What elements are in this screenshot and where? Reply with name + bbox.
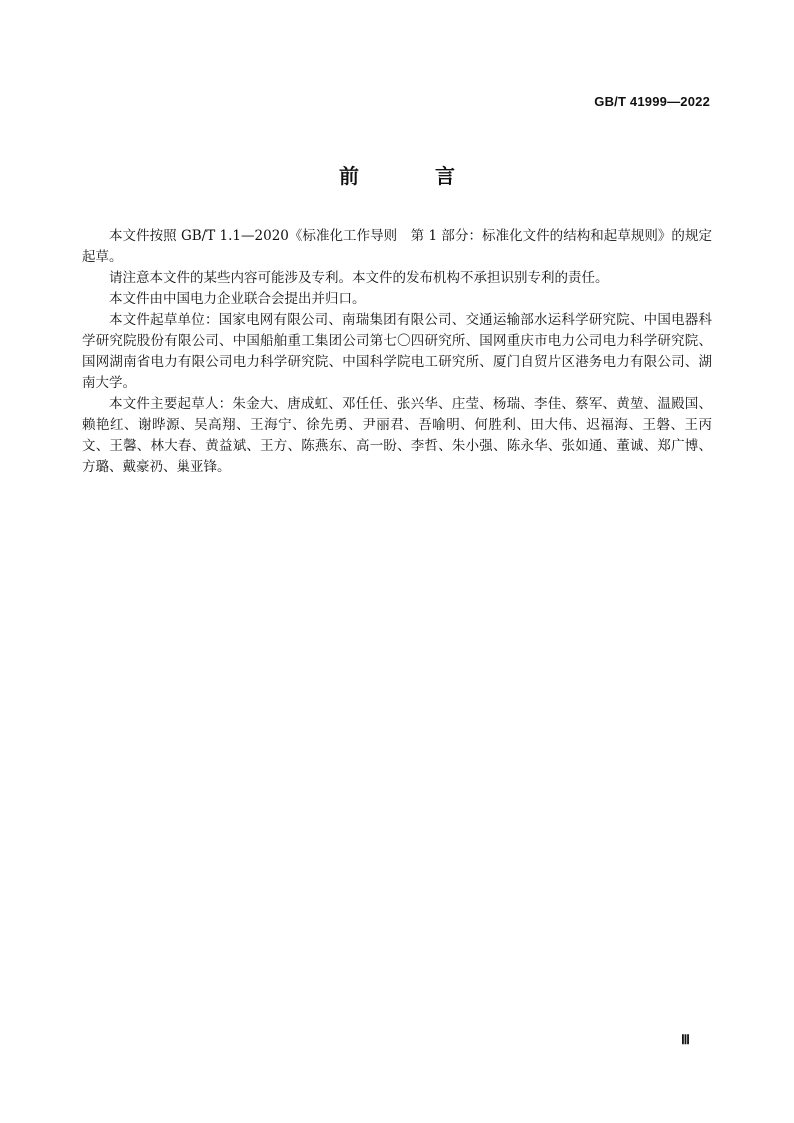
standard-code: GB/T 41999—2022 [594,94,710,109]
page-title: 前 言 [339,164,483,188]
paragraph-patent-notice: 请注意本文件的某些内容可能涉及专利。本文件的发布机构不承担识别专利的责任。 [109,270,609,286]
paragraph-drafting-units: 本文件起草单位：国家电网有限公司、南瑞集团有限公司、交通运输部水运科学研究院、中国电器科学研究院股份有限公司、中国船舶重工集团公司第七〇四研究所、国网重庆市电力公司电力科学研究院、国网湖南省电力有限公司电力科学研究院、中国科学院电工研究所、厦门自贸片区港务电力有限公司、湖南大学。 [82,312,712,391]
paragraph-main-drafters: 本文件主要起草人：朱金大、唐成虹、邓任任、张兴华、庄莹、杨瑞、李佳、蔡军、黄堃、温殿国、赖艳红、谢晔源、吴高翔、王海宁、徐先勇、尹丽君、吾喻明、何胜利、田大伟、迟福海、王磐、王丙文、王馨、林大春、黄益斌、王方、陈燕东、高一盼、李哲、朱小强、陈永华、张如通、董诚、郑广博、方璐、戴豪礽、巢亚锋。 [82,396,712,475]
paragraph-drafting-rules: 本文件按照 GB/T 1.1—2020《标准化工作导则 第 1 部分：标准化文件的结构和起草规则》的规定起草。 [82,228,712,265]
document-body [82,226,712,478]
page-number: Ⅲ [681,1032,690,1047]
paragraph-proposer: 本文件由中国电力企业联合会提出并归口。 [109,291,366,307]
